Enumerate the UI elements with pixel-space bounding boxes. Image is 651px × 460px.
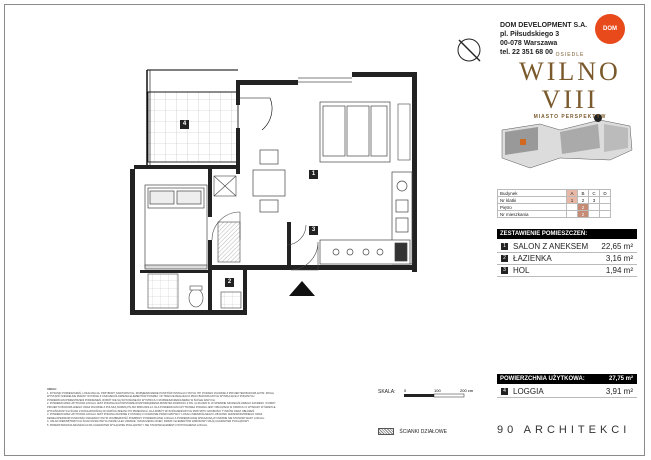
grid-row bbox=[498, 197, 611, 204]
company-street: pl. Piłsudskiego 3 bbox=[500, 31, 560, 38]
grid-cell: 2 bbox=[578, 197, 589, 204]
loggia-row bbox=[497, 386, 637, 398]
grid-row bbox=[498, 211, 611, 218]
grid-label: Nr mieszkania bbox=[498, 211, 567, 218]
grid-cell: C bbox=[589, 190, 600, 197]
grid-label: Budynek bbox=[498, 190, 567, 197]
room-label-2: 2 bbox=[225, 278, 234, 287]
grid-cell: D bbox=[600, 190, 611, 197]
grid-cell bbox=[567, 204, 578, 211]
grid-cell bbox=[600, 197, 611, 204]
room-row bbox=[497, 241, 637, 253]
grid-cell bbox=[589, 211, 600, 218]
grid-cell bbox=[567, 211, 578, 218]
note-line: 5. PRZEDSTAWIONA ARANŻACJA MA CHARAKTER WYŁĄCZNIE POGLĄDOWY I NIE STANOWI ELEMENTU WYPOSAŻENIA LOKALU. bbox=[47, 423, 208, 427]
scale-tick: 200 cm bbox=[460, 388, 474, 393]
room-number: 4 bbox=[501, 388, 508, 395]
total-area-value: 27,75 m² bbox=[608, 376, 633, 382]
grid-cell bbox=[600, 211, 611, 218]
company-city: 00-078 Warszawa bbox=[500, 40, 558, 47]
room-area: 1,94 m² bbox=[605, 266, 633, 275]
room-number: 1 bbox=[501, 243, 508, 250]
company-logo: DOM bbox=[595, 14, 625, 44]
shelf bbox=[398, 104, 410, 160]
room-area: 3,16 m² bbox=[605, 254, 633, 263]
architect-credit: 90 ARCHITEKCI bbox=[497, 424, 631, 436]
grid-cell: B bbox=[578, 190, 589, 197]
grid-row bbox=[498, 204, 611, 211]
total-area-label: POWIERZCHNIA UŻYTKOWA: bbox=[500, 376, 585, 382]
room-name: SALON Z ANEKSEM bbox=[513, 242, 589, 251]
grid-cell: 2 bbox=[578, 211, 589, 218]
legend bbox=[378, 428, 447, 435]
entrance-arrow bbox=[289, 281, 315, 296]
brand-prefix: OSIEDLE bbox=[555, 52, 585, 58]
sofa bbox=[320, 102, 390, 162]
total-area-bar bbox=[497, 374, 637, 384]
legend-swatch bbox=[378, 428, 394, 435]
legend-label: ŚCIANKI DZIAŁOWE bbox=[399, 428, 447, 435]
brand-subtitle: MIASTO PERSPEKTYW bbox=[533, 114, 607, 120]
room-area: 22,65 m² bbox=[601, 242, 633, 251]
grid-label: Piętro bbox=[498, 204, 567, 211]
note-line: 3. POWIERZCHNIA UŻYTKOWA LOKALU JEST PODANA ZGODNIE Z USTAWĄ O OCHRONIE PRAW NABYWCY LOKALU MIESZKALNEGO LUB DOMU JEDNORODZINNEGO ORAZ bbox=[47, 413, 263, 417]
note-line: WYSTĄPIĆ NIEWIELKIE ZMIANY WYNIKŁE Z USZCZEGÓŁOWIENIA ELEMENTÓW PONIŻEJ I W TRAKCIE REALIZACJI PRAC BUDOWLANYCH WYNIKAJĄCE Z PODANYCH bbox=[47, 395, 255, 399]
room-row bbox=[497, 265, 637, 277]
room-row bbox=[497, 253, 637, 265]
note-line: DEWELOPERSKIM FUNDUSZU GWARANCYJNYM. ROZBIEŻNOŚĆ POMIĘDZY POWIERZCHNIĄ LOKALU A POWIERZCHNIĄ WSKAZANĄ W UMOWIE NIE STANOWI WADY LOKALU. bbox=[47, 416, 265, 420]
grid-row bbox=[498, 190, 611, 197]
note-line: POWIERZCHNI PRZESTRZENI PODNIESIEŃ, ROBÓT NIE SĄ WYKONANE DO WYSTROJU I ROZMIESZCZENIA MEBLI W ŚCIŚLE DANYCH. bbox=[47, 398, 216, 402]
note-line: 4. UKŁAD WEWNĘTRZNYCH ŚCIAN DZIAŁOWYCH MOŻE ULEC ZMIANIE. OZNACZENIA OKIEN, DRZWI I ELEMENTÓW ZABUDOWY MAJĄ CHARAKTER POGLĄDOWY. bbox=[47, 420, 250, 424]
room-number: 2 bbox=[501, 255, 508, 262]
site-key-plan bbox=[498, 110, 638, 180]
rooms-header: ZESTAWIENIE POMIESZCZEŃ: bbox=[497, 229, 637, 239]
room-number: 3 bbox=[501, 267, 508, 274]
building-grid bbox=[497, 189, 611, 218]
grid-cell: 3 bbox=[589, 197, 600, 204]
dining-table bbox=[253, 150, 285, 212]
room-name: ŁAZIENKA bbox=[513, 254, 552, 263]
scale-bar bbox=[404, 386, 474, 406]
scale-label: SKALA: bbox=[378, 389, 396, 395]
grid-cell: 1 bbox=[567, 197, 578, 204]
room-name: HOL bbox=[513, 266, 530, 275]
scale-tick: 100 bbox=[434, 388, 441, 393]
windows bbox=[298, 78, 352, 82]
grid-label: Nr klatki bbox=[498, 197, 567, 204]
room-label-1: 1 bbox=[309, 170, 318, 179]
grid-cell: 2 bbox=[578, 204, 589, 211]
grid-cell: A bbox=[567, 190, 578, 197]
room-label-3: 3 bbox=[309, 226, 318, 235]
company-name: DOM DEVELOPMENT S.A. bbox=[500, 22, 588, 29]
notes-title: UWAGI: bbox=[47, 388, 57, 391]
room-area: 3,91 m² bbox=[605, 387, 633, 396]
note-line: WYKOŃCZONYCH ŚCIAN Z DOKŁADNOŚCIĄ DO DWÓCH MIEJSC PO PRZECINKU, DLA ROBÓT WYKOŃCZENIOWYCH PRZYJĘTO GRUBOŚCI TYNKÓW ORAZ OBŁOŻEŃ. bbox=[47, 409, 255, 413]
note-line: PROJEKTU BUDOWLANEGO ORAZ ZGODNIE Z POLSKĄ NORMĄ PN-ISO 9836:2022-12. DLA POWIERZCHNI UŻYTKOWEJ PODANA JEST OBLICZANA W OPARCIU O WYMIARY W ŚWIETLE bbox=[47, 405, 276, 409]
note-line: 2. POWIERZCHNIA UŻYTKOWA LOKALU JEST PODANA NA PODSTAWIE ROZPORZĄDZENIA MINISTRA ROZWOJU Z DN. 11.09.2020 R. W SPRAWIE SZCZEGÓŁOWEGO ZAKRESU I FORMY bbox=[47, 402, 276, 406]
brand-name: WILNO VIII bbox=[519, 57, 621, 114]
notes bbox=[47, 388, 367, 428]
scale-tick: 0 bbox=[404, 388, 407, 393]
kitchen bbox=[320, 172, 412, 264]
scale bbox=[378, 389, 396, 395]
grid-cell bbox=[600, 204, 611, 211]
company-phone: tel. 22 351 68 00 bbox=[500, 49, 553, 56]
note-line: 1. RYSUNKI POMIESZCZEŃ, LOKALIZACJA, PRZYBORY SANITARNYCH, ROZMIESZCZENIE PUNKTÓW INSTALACYJNYCH ITP. PODANO ZGODNIE Z PROJEKTEM BUDOWLANYM. MOGĄ bbox=[47, 391, 274, 395]
room-label-4: 4 bbox=[180, 120, 189, 129]
room-name: LOGGIA bbox=[513, 387, 544, 396]
brand-block bbox=[500, 52, 640, 120]
closet bbox=[214, 176, 236, 196]
hall bbox=[212, 212, 240, 262]
grid-cell bbox=[589, 204, 600, 211]
bed bbox=[145, 185, 207, 269]
north-compass-icon bbox=[458, 39, 480, 61]
